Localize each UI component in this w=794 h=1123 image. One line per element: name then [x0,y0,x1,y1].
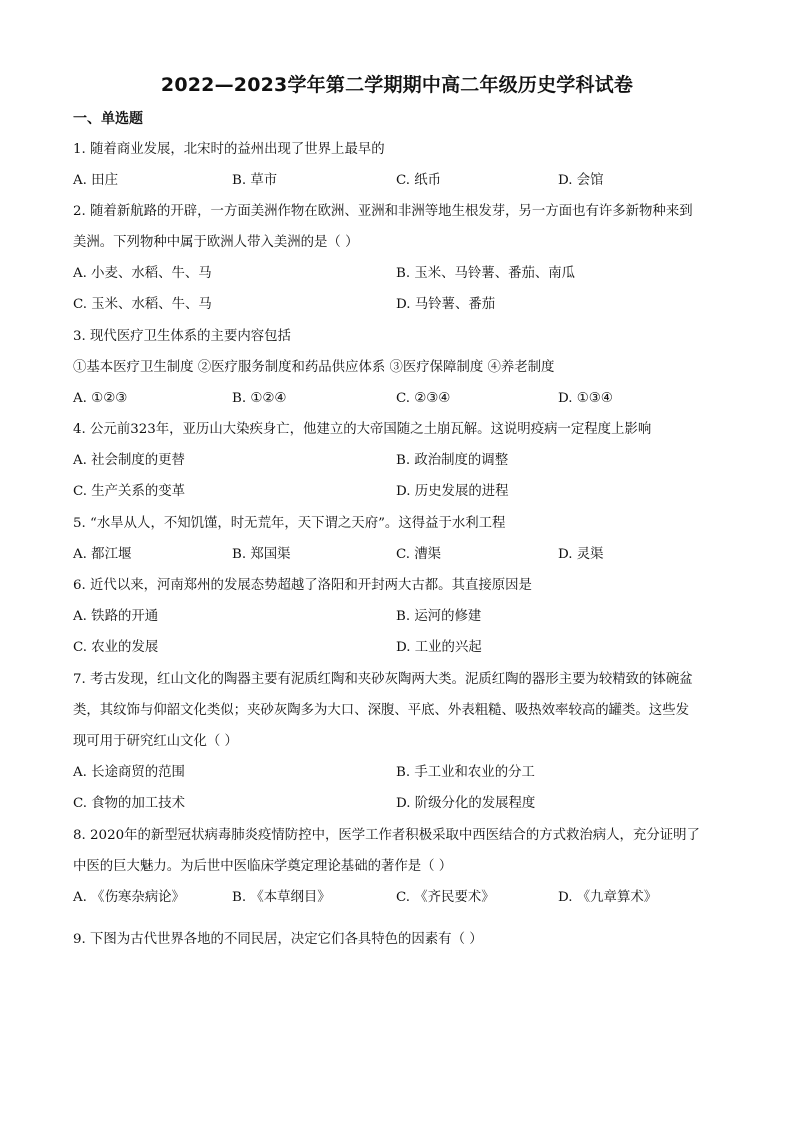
q2-option-b: B. 玉米、马铃薯、番茄、南瓜 [396,266,576,281]
question-3-stem: 3. 现代医疗卫生体系的主要内容包括 [73,329,291,344]
q4-option-d: D. 历史发展的进程 [396,484,509,499]
q6-option-a: A. 铁路的开通 [73,609,159,624]
q5-option-d: D. 灵渠 [558,547,604,562]
q2-option-d: D. 马铃薯、番茄 [396,297,496,312]
question-2-stem-cont: 美洲。下列物种中属于欧洲人带入美洲的是（ ） [73,235,359,250]
q5-option-b: B. 郑国渠 [232,547,291,562]
question-9-stem: 9. 下图为古代世界各地的不同民居，决定它们各具特色的因素有（ ） [73,932,483,947]
q4-option-a: A. 社会制度的更替 [73,453,185,468]
question-7-stem-cont-1: 类，其纹饰与仰韶文化类似；夹砂灰陶多为大口、深腹、平底、外表粗糙、吸热效率较高的罐类。这些发 [73,703,689,718]
q6-option-c: C. 农业的发展 [73,640,159,655]
q1-option-c: C. 纸币 [396,173,442,188]
question-7-stem: 7. 考古发现，红山文化的陶器主要有泥质红陶和夹砂灰陶两大类。泥质红陶的器形主要为较精致的钵碗盆 [73,672,693,687]
q6-option-d: D. 工业的兴起 [396,640,482,655]
q7-option-c: C. 食物的加工技术 [73,796,186,811]
q4-option-b: B. 政治制度的调整 [396,453,509,468]
q2-option-c: C. 玉米、水稻、牛、马 [73,297,212,312]
q1-option-b: B. 草市 [232,173,278,188]
q2-option-a: A. 小麦、水稻、牛、马 [73,266,212,281]
q7-option-b: B. 手工业和农业的分工 [396,765,535,780]
q1-option-a: A. 田庄 [73,173,118,188]
question-2-stem: 2. 随着新航路的开辟，一方面美洲作物在欧洲、亚洲和非洲等地生根发芽，另一方面也有许多新物种来到 [73,204,693,219]
q8-option-d: D. 《九章算术》 [558,890,658,905]
question-4-stem: 4. 公元前323年，亚历山大染疾身亡，他建立的大帝国随之土崩瓦解。这说明疫病一定程度上影响 [73,422,652,437]
q7-option-d: D. 阶级分化的发展程度 [396,796,536,811]
question-6-stem: 6. 近代以来，河南郑州的发展态势超越了洛阳和开封两大古都。其直接原因是 [73,578,532,593]
q7-option-a: A. 长途商贸的范围 [73,765,185,780]
section-heading: 一、单选题 [73,111,143,127]
q3-option-a: A. ①②③ [73,391,128,406]
question-1-stem: 1. 随着商业发展，北宋时的益州出现了世界上最早的 [73,142,385,157]
question-8-stem-cont: 中医的巨大魅力。为后世中医临床学奠定理论基础的著作是（ ） [73,859,453,874]
q1-option-d: D. 会馆 [558,173,604,188]
q4-option-c: C. 生产关系的变革 [73,484,186,499]
q3-option-d: D. ①③④ [558,391,613,406]
exam-title: 2022—2023学年第二学期期中高二年级历史学科试卷 [160,74,634,96]
question-8-stem: 8. 2020年的新型冠状病毒肺炎疫情防控中，医学工作者积极采取中西医结合的方式救治病人，充分证明了 [73,828,700,843]
question-5-stem: 5. “水旱从人，不知饥馑，时无荒年，天下谓之天府”。这得益于水利工程 [73,516,506,531]
q8-option-c: C. 《齐民要术》 [396,890,495,905]
q3-option-c: C. ②③④ [396,391,451,406]
q8-option-a: A. 《伤寒杂病论》 [73,890,185,905]
q3-option-b: B. ①②④ [232,391,287,406]
question-7-stem-cont-2: 现可用于研究红山文化（ ） [73,734,238,749]
q5-option-a: A. 都江堰 [73,547,132,562]
q5-option-c: C. 漕渠 [396,547,442,562]
q8-option-b: B. 《本草纲目》 [232,890,331,905]
question-3-items: ①基本医疗卫生制度 ②医疗服务制度和药品供应体系 ③医疗保障制度 ④养老制度 [73,360,555,375]
q6-option-b: B. 运河的修建 [396,609,482,624]
